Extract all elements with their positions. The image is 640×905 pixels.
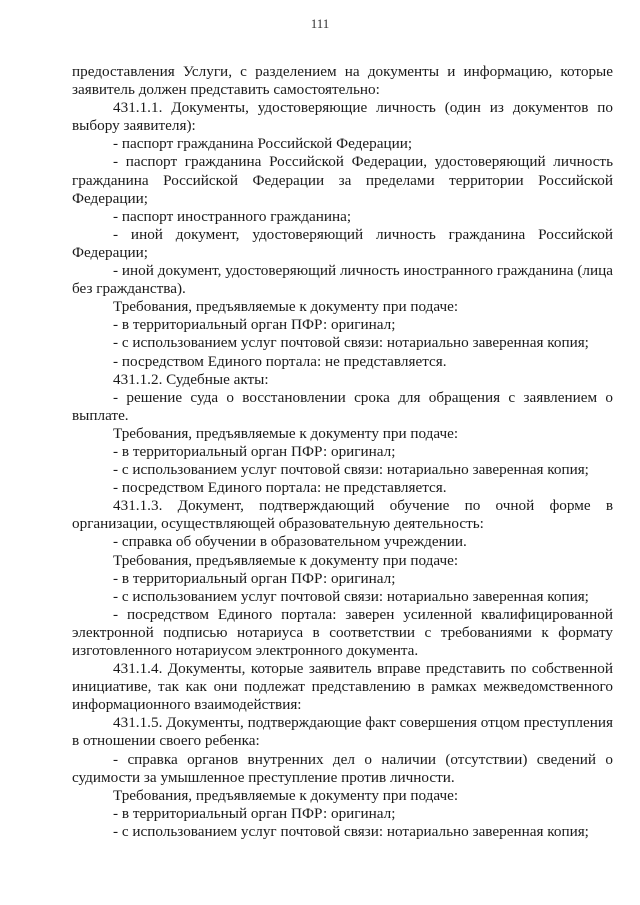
list-item: - справка об обучении в образовательном учреждении. [113, 533, 467, 551]
requirements-heading: Требования, предъявляемые к документу при подаче: [113, 786, 459, 804]
list-item: - с использованием услуг почтовой связи: нотариально заверенная копия; [113, 822, 589, 840]
document-body [72, 63, 613, 841]
section-heading-431-1-3: 431.1.3. Документ, подтверждающий обучение по очной форме в организации, осуществляющей образовательную деятельность: [72, 497, 613, 533]
list-item: - иной документ, удостоверяющий личность иностранного гражданина (лица без гражданства). [72, 262, 613, 298]
page-number: 111 [310, 16, 330, 31]
paragraph: предоставления Услуги, с разделением на документы и информацию, которые заявитель должен представить самостоятельно: [72, 63, 613, 99]
list-item: - в территориальный орган ПФР: оригинал; [113, 569, 396, 587]
requirements-heading: Требования, предъявляемые к документу при подаче: [113, 298, 459, 316]
list-item: - в территориальный орган ПФР: оригинал; [113, 804, 396, 822]
list-item: - паспорт гражданина Российской Федерации; [113, 135, 413, 153]
list-item: - паспорт иностранного гражданина; [113, 207, 352, 225]
list-item: - в территориальный орган ПФР: оригинал; [113, 442, 396, 460]
section-heading-431-1-4: 431.1.4. Документы, которые заявитель вправе представить по собственной инициативе, так как они подлежат представлению в рамках межведомственного информационного взаимодействия: [72, 660, 613, 714]
requirements-heading: Требования, предъявляемые к документу при подаче: [113, 424, 459, 442]
list-item: - с использованием услуг почтовой связи: нотариально заверенная копия; [113, 587, 589, 605]
section-heading-431-1-5: 431.1.5. Документы, подтверждающие факт совершения отцом преступления в отношении своего ребенка: [72, 714, 613, 750]
list-item: - посредством Единого портала: заверен усиленной квалифицированной электронной подписью нотариуса в соответствии с требованиями к формату изготовленного нотариусом электронного документа. [72, 605, 613, 659]
requirements-heading: Требования, предъявляемые к документу при подаче: [113, 551, 459, 569]
list-item: - в территориальный орган ПФР: оригинал; [113, 316, 396, 334]
list-item: - с использованием услуг почтовой связи: нотариально заверенная копия; [113, 334, 589, 352]
list-item: - посредством Единого портала: не представляется. [113, 352, 447, 370]
list-item: - посредством Единого портала: не представляется. [113, 479, 447, 497]
list-item: - справка органов внутренних дел о наличии (отсутствии) сведений о судимости за умышленное преступление против личности. [72, 750, 613, 786]
section-heading-431-1-2: 431.1.2. Судебные акты: [113, 370, 269, 388]
list-item: - паспорт гражданина Российской Федерации, удостоверяющий личность гражданина Российской Федерации за пределами территории Российской Федерации; [72, 153, 613, 207]
list-item: - иной документ, удостоверяющий личность гражданина Российской Федерации; [72, 225, 613, 261]
list-item: - с использованием услуг почтовой связи: нотариально заверенная копия; [113, 461, 589, 479]
section-heading-431-1-1: 431.1.1. Документы, удостоверяющие личность (один из документов по выбору заявителя): [72, 99, 613, 135]
list-item: - решение суда о восстановлении срока для обращения с заявлением о выплате. [72, 388, 613, 424]
